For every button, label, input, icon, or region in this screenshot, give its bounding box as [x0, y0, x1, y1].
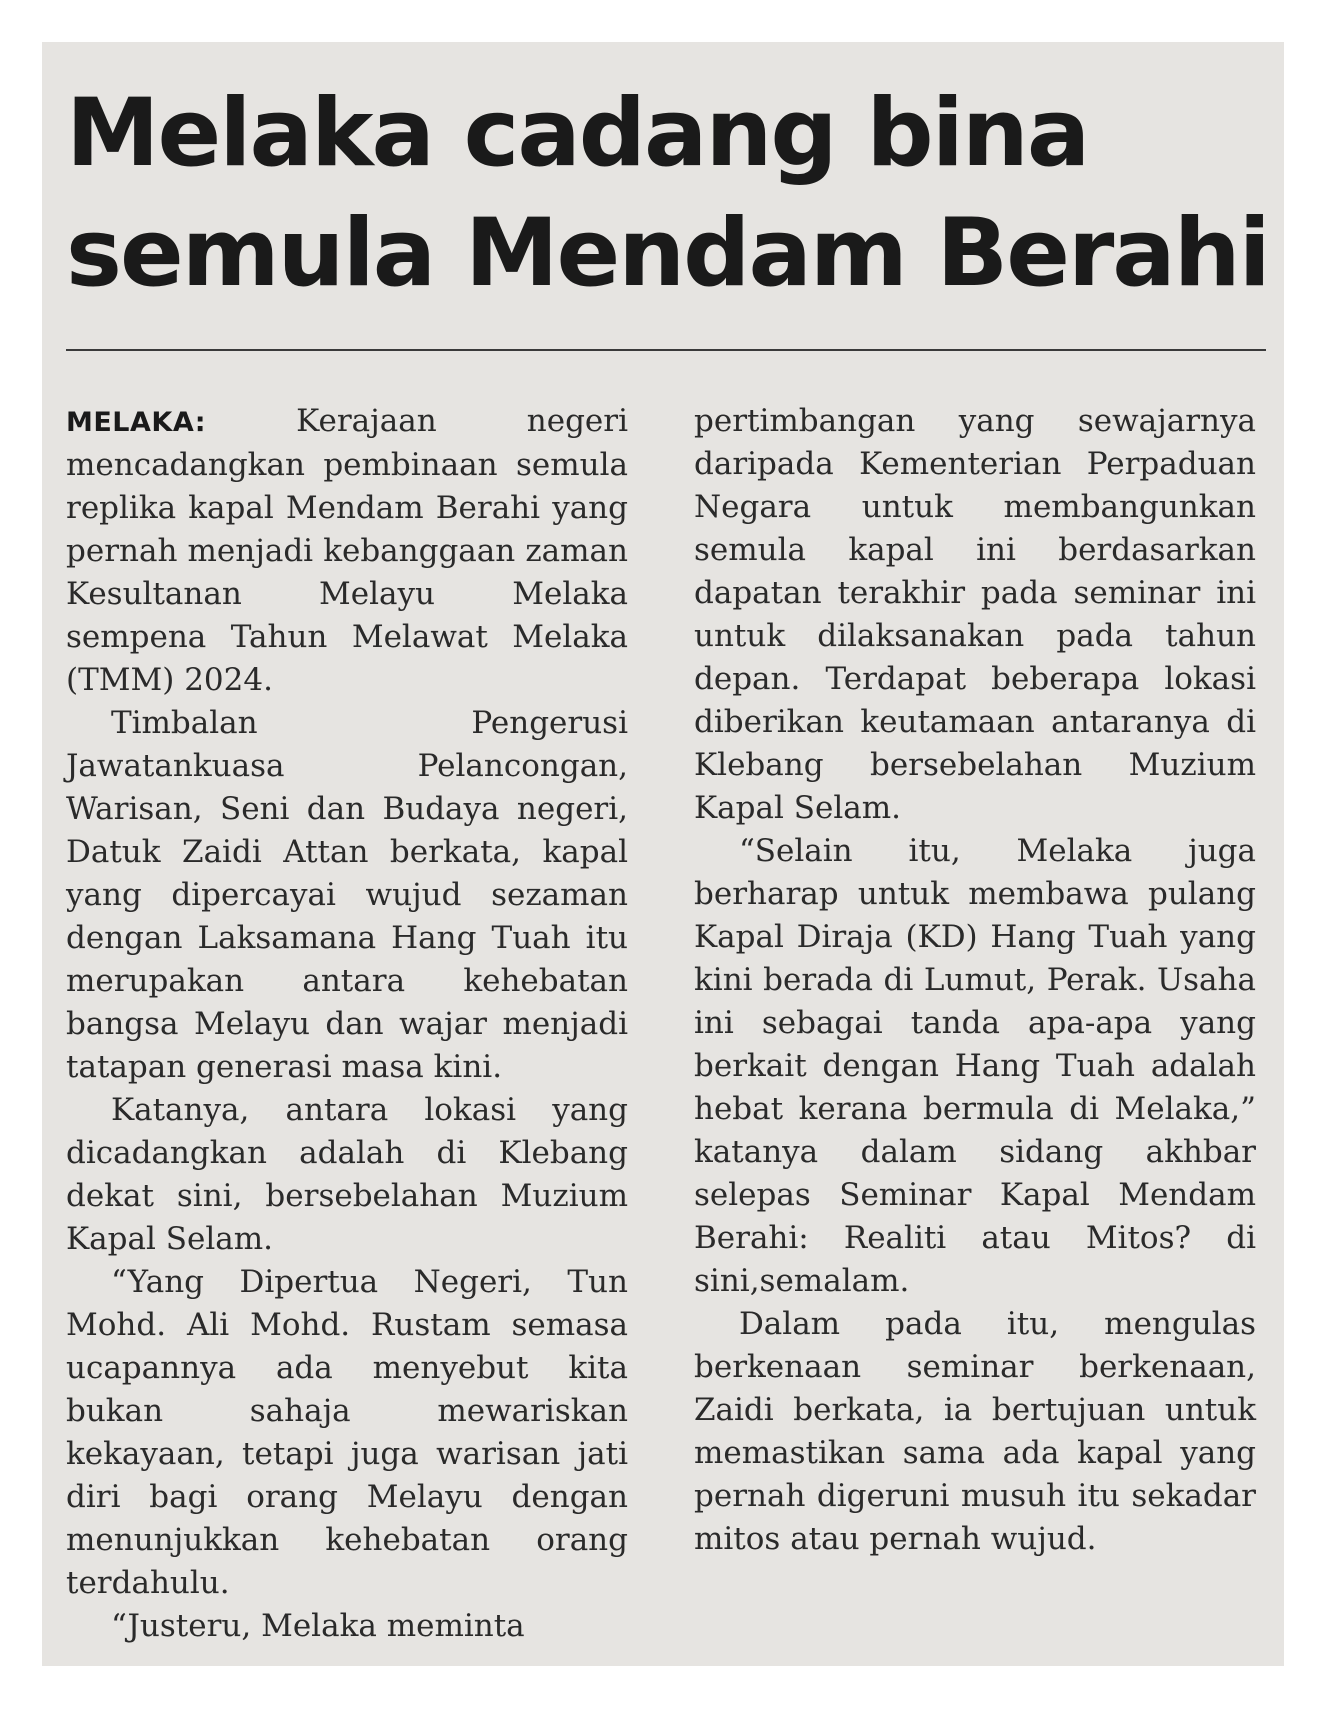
headline: [66, 74, 1269, 314]
headline-divider: [66, 349, 1266, 351]
article-paragraph: [66, 400, 628, 702]
paragraph-text: Kerajaan negeri mencadangkan pembinaan semula replika kapal Mendam Berahi yang pernah menjadi kebanggaan zaman Kesultanan Melayu Melaka sempena Tahun Melawat Melaka (TMM) 2024.: [66, 403, 628, 698]
article-paragraph: “Selain itu, Melaka juga berharap untuk membawa pulang Kapal Diraja (KD) Hang Tuah yang kini berada di Lumut, Perak. Usaha ini sebagai tanda apa-apa yang berkait dengan Hang Tuah adalah hebat kerana bermula di Melaka,” katanya dalam sidang akhbar selepas Seminar Kapal Mendam Berahi: Realiti atau Mitos? di sini,semalam.: [694, 833, 1256, 1299]
newspaper-clipping: [42, 42, 1284, 1666]
article-paragraph: Katanya, antara lokasi yang dicadangkan adalah di Klebang dekat sini, bersebelahan Muzium Kapal Selam.: [66, 1092, 628, 1257]
article-column-left: [66, 400, 628, 1648]
headline-line-1: Melaka cadang bina: [66, 79, 1089, 188]
headline-line-2: semula Mendam Berahi: [66, 199, 1269, 308]
dateline: MELAKA:: [66, 407, 207, 438]
article-paragraph: Timbalan Pengerusi Jawatankuasa Pelancongan, Warisan, Seni dan Budaya negeri, Datuk Zaidi Attan berkata, kapal yang dipercayai wujud sezaman dengan Laksamana Hang Tuah itu merupakan antara kehebatan bangsa Melayu dan wajar menjadi tatapan generasi masa kini.: [66, 705, 628, 1085]
article-column-right: [694, 400, 1256, 1561]
article-paragraph: “Justeru, Melaka meminta: [110, 1608, 525, 1644]
article-paragraph: “Yang Dipertua Negeri, Tun Mohd. Ali Mohd. Rustam semasa ucapannya ada menyebut kita bukan sahaja mewariskan kekayaan, tetapi juga warisan jati diri bagi orang Melayu dengan menunjukkan kehebatan orang terdahulu.: [66, 1264, 628, 1601]
article-paragraph: Dalam pada itu, mengulas berkenaan seminar berkenaan, Zaidi berkata, ia bertujuan untuk memastikan sama ada kapal yang pernah digeruni musuh itu sekadar mitos atau pernah wujud.: [694, 1306, 1256, 1557]
article-paragraph: pertimbangan yang sewajarnya daripada Kementerian Perpaduan Negara untuk membangunkan semula kapal ini berdasarkan dapatan terakhir pada seminar ini untuk dilaksanakan pada tahun depan. Terdapat beberapa lokasi diberikan keutamaan antaranya di Klebang bersebelahan Muzium Kapal Selam.: [694, 403, 1256, 826]
